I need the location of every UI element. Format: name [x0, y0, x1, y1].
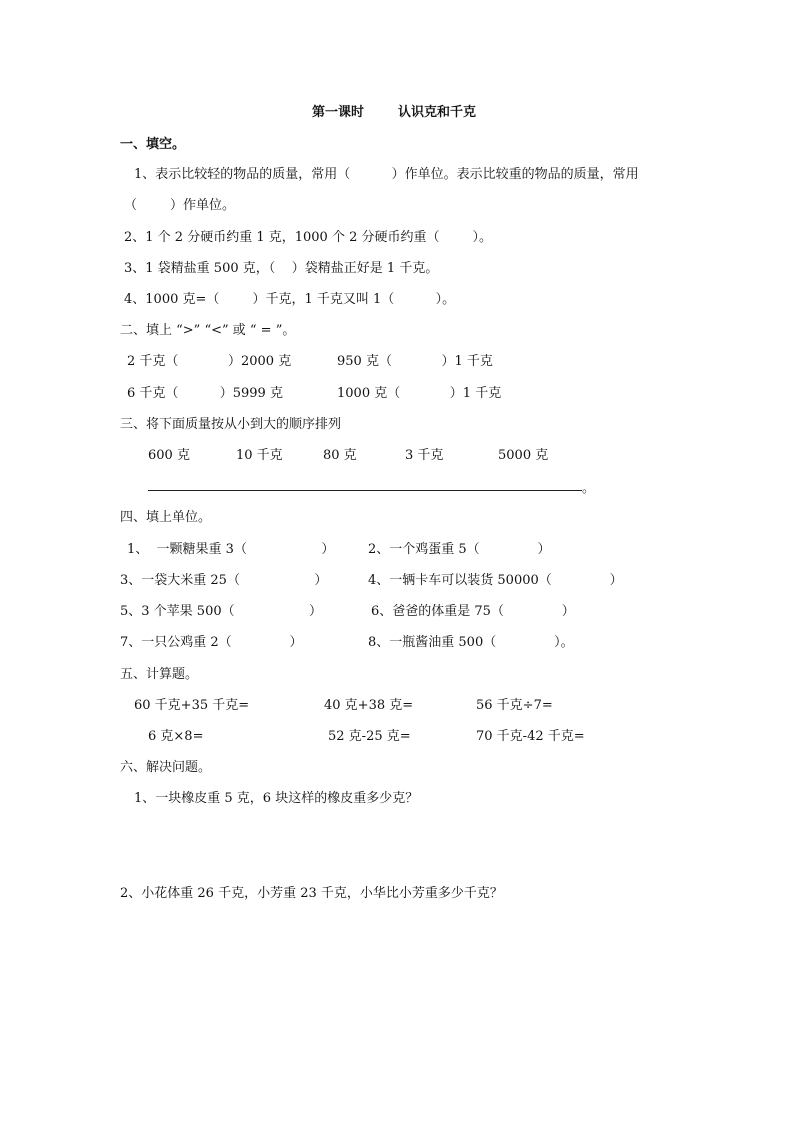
s2-compare-2: 950 克（ ）1 千克 — [337, 354, 493, 369]
section-6-heading: 六、解决问题。 — [120, 760, 212, 775]
s4-question-8: 8、一瓶酱油重 500（ ）。 — [368, 635, 574, 650]
s4-question-5: 5、3 个苹果 500（ ） — [120, 604, 323, 619]
s3-item: 80 克 — [323, 448, 357, 463]
s3-item: 10 千克 — [236, 448, 283, 463]
s3-item: 5000 克 — [498, 448, 549, 463]
section-5-heading: 五、计算题。 — [120, 667, 199, 682]
s4-question-6: 6、爸爸的体重是 75（ ） — [371, 604, 575, 619]
s5-calc: 40 克+38 克= — [324, 698, 414, 713]
s4-question-2: 2、一个鸡蛋重 5（ ） — [368, 542, 551, 557]
s5-calc: 6 克×8= — [148, 729, 204, 744]
s4-question-3: 3、一袋大米重 25（ ） — [120, 573, 328, 588]
section-2-heading: 二、填上 “>” “<” 或 “ = ”。 — [120, 323, 296, 338]
s5-calc: 56 千克÷7= — [476, 698, 553, 713]
s2-compare-4: 1000 克（ ）1 千克 — [337, 386, 502, 401]
section-3-heading: 三、将下面质量按从小到大的顺序排列 — [120, 417, 342, 432]
s4-question-7: 7、一只公鸡重 2（ ） — [120, 635, 303, 650]
s1-question-1-line-1: 1、表示比较轻的物品的质量，常用（ ）作单位。表示比较重的物品的质量，常用 — [134, 167, 639, 182]
s3-item: 3 千克 — [405, 448, 444, 463]
s4-question-1: 1、 一颗糖果重 3（ ） — [127, 542, 335, 557]
s1-question-2: 2、1 个 2 分硬币约重 1 克，1000 个 2 分硬币约重（ ）。 — [124, 230, 493, 245]
s6-question-1: 1、一块橡皮重 5 克，6 块这样的橡皮重多少克？ — [134, 791, 419, 806]
s5-calc: 60 千克+35 千克= — [134, 698, 250, 713]
section-1-heading: 一、填空。 — [120, 137, 186, 152]
s6-question-2: 2、小花体重 26 千克，小芳重 23 千克，小华比小芳重多少千克？ — [120, 886, 503, 901]
s2-compare-1: 2 千克（ ）2000 克 — [127, 354, 292, 369]
section-4-heading: 四、填上单位。 — [120, 510, 212, 525]
s5-calc: 70 千克-42 千克= — [476, 729, 585, 744]
s3-item: 600 克 — [148, 448, 190, 463]
s1-question-3: 3、1 袋精盐重 500 克，（ ）袋精盐正好是 1 千克。 — [124, 261, 439, 276]
s1-question-1-line-2: （ ）作单位。 — [124, 198, 236, 213]
title-part-1: 第一课时 — [312, 105, 365, 120]
s4-question-4: 4、一辆卡车可以装货 50000（ ） — [368, 573, 623, 588]
s5-calc: 52 克-25 克= — [328, 729, 411, 744]
title-part-2: 认识克和千克 — [398, 105, 477, 120]
s3-end-mark: 。 — [582, 481, 596, 496]
answer-underline — [148, 490, 582, 491]
s2-compare-3: 6 千克（ ）5999 克 — [127, 386, 283, 401]
s1-question-4: 4、1000 克=（ ）千克，1 千克又叫 1（ ）。 — [124, 292, 456, 307]
